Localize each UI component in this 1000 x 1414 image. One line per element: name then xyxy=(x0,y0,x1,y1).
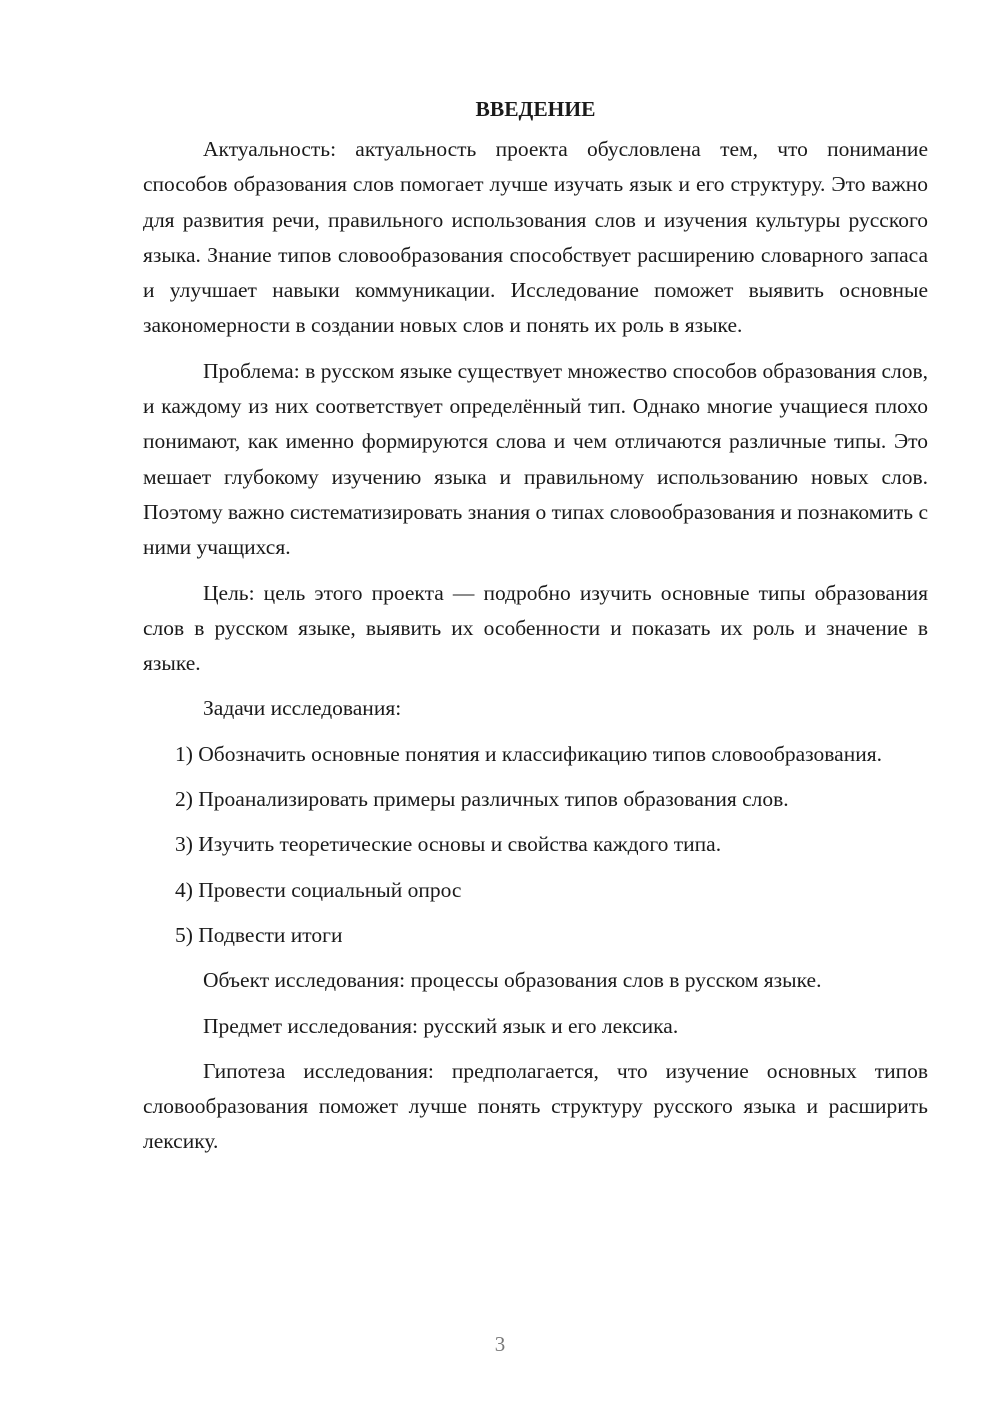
relevance-paragraph: Актуальность: актуальность проекта обусловлена тем, что понимание способов образования слов помогает лучше изучать язык и его структуру. Это важно для развития речи, правильного использования слов и изучения культуры русского языка. Знание типов словообразования способствует расширению словарного запаса и улучшает навыки коммуникации. Исследование поможет выявить основные закономерности в создании новых слов и понять их роль в языке. xyxy=(143,137,928,338)
section-heading: ВВЕДЕНИЕ xyxy=(475,97,596,121)
task-item-1: 1) Обозначить основные понятия и классификацию типов словообразования. xyxy=(175,741,882,766)
task-item-5: 5) Подвести итоги xyxy=(175,922,343,947)
goal-paragraph: Цель: цель этого проекта — подробно изучить основные типы образования слов в русском языке, выявить их особенности и показать их роль и значение в языке. xyxy=(143,580,928,676)
task-item-2: 2) Проанализировать примеры различных типов образования слов. xyxy=(175,787,789,812)
problem-paragraph: Проблема: в русском языке существует множество способов образования слов, и каждому из них соответствует определённый тип. Однако многие учащиеся плохо понимают, как именно формируются слова и чем отличаются различные типы. Это мешает глубокому изучению языка и правильному использованию новых слов. Поэтому важно систематизировать знания о типах словообразования и познакомить с ними учащихся. xyxy=(143,358,928,560)
task-item-4: 4) Провести социальный опрос xyxy=(175,877,462,902)
research-object: Объект исследования: процессы образования слов в русском языке. xyxy=(203,968,822,993)
research-hypothesis: Гипотеза исследования: предполагается, что изучение основных типов словообразования поможет лучше понять структуру русского языка и расширить лексику. xyxy=(143,1058,928,1154)
task-item-3: 3) Изучить теоретические основы и свойства каждого типа. xyxy=(175,832,722,857)
tasks-title: Задачи исследования: xyxy=(203,696,402,721)
page-content xyxy=(143,92,928,1170)
research-subject: Предмет исследования: русский язык и его лексика. xyxy=(203,1013,679,1038)
page-number: 3 xyxy=(494,1332,506,1356)
